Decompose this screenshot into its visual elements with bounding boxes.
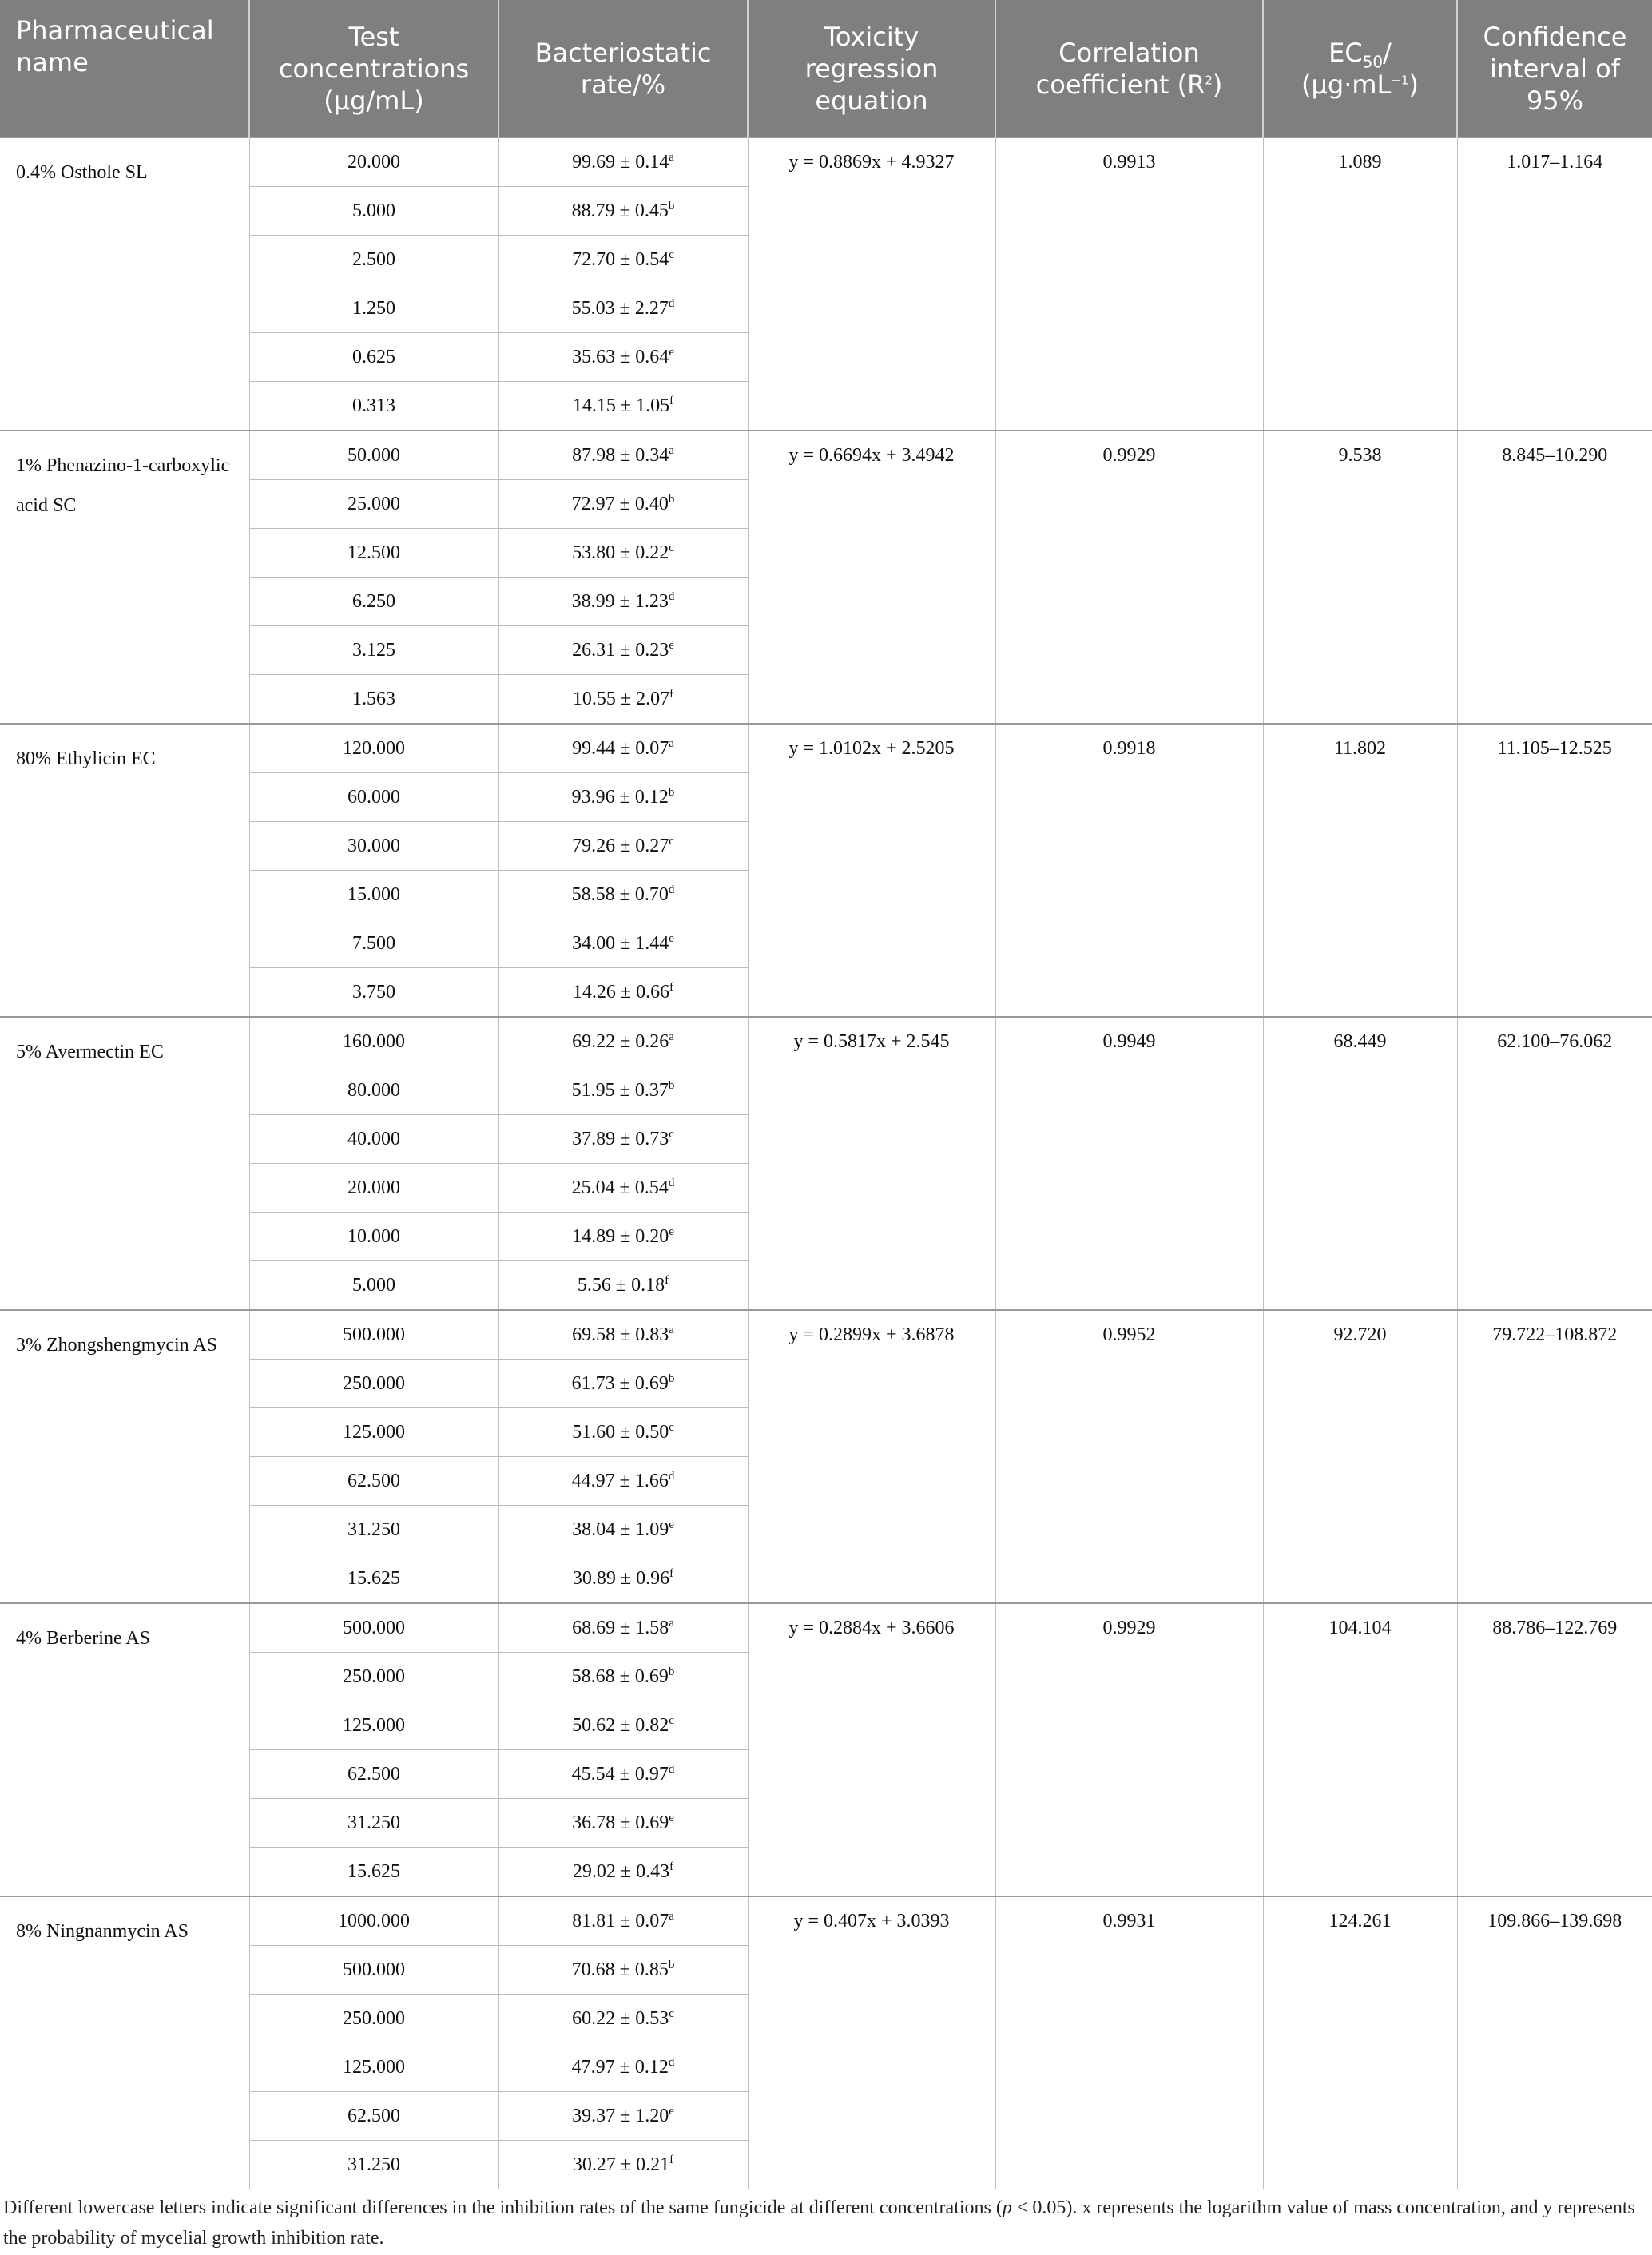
- bacteriostatic-rate-cell: [498, 1554, 748, 1604]
- significance-letter: d: [668, 1177, 675, 1189]
- rate-value: 47.97 ± 0.12: [571, 2057, 669, 2078]
- equation-cell: y = 0.2884x + 3.6606: [748, 1603, 995, 1896]
- bacteriostatic-rate-cell: [498, 1799, 748, 1848]
- bacteriostatic-rate-cell: [498, 773, 748, 822]
- header-correlation-coefficient: [995, 0, 1263, 137]
- ec50-cell: 124.261: [1263, 1896, 1457, 2189]
- rate-value: 69.58 ± 0.83: [572, 1324, 669, 1345]
- concentration-cell: 15.625: [249, 1554, 498, 1604]
- table-row: [0, 431, 1652, 480]
- rate-value: 26.31 ± 0.23: [572, 640, 669, 661]
- concentration-cell: 5.000: [249, 1261, 498, 1311]
- bacteriostatic-rate-cell: [498, 578, 748, 626]
- rate-value: 72.97 ± 0.40: [571, 494, 669, 514]
- footnote-p-symbol: p: [1002, 2197, 1012, 2218]
- rate-value: 87.98 ± 0.34: [572, 445, 669, 466]
- significance-letter: c: [669, 248, 674, 261]
- rate-value: 14.15 ± 1.05: [572, 395, 670, 416]
- significance-letter: b: [668, 1079, 675, 1092]
- pharmaceutical-name-cell: 3% Zhongshengmycin AS: [0, 1310, 249, 1603]
- rate-value: 38.99 ± 1.23: [571, 591, 669, 612]
- significance-letter: c: [669, 2007, 674, 2020]
- concentration-cell: 2.500: [249, 236, 498, 284]
- significance-letter: e: [669, 932, 674, 945]
- significance-letter: d: [668, 1763, 675, 1776]
- r2-cell: 0.9913: [995, 137, 1263, 431]
- bacteriostatic-rate-cell: [498, 236, 748, 284]
- table-row: [0, 1310, 1652, 1360]
- rate-value: 14.26 ± 0.66: [572, 982, 670, 1002]
- concentration-cell: 500.000: [249, 1310, 498, 1360]
- significance-letter: b: [668, 786, 675, 799]
- significance-letter: e: [669, 2105, 674, 2118]
- concentration-cell: 160.000: [249, 1017, 498, 1066]
- significance-letter: a: [669, 1617, 674, 1630]
- header-ec-unit: / (μg·mL: [1301, 37, 1392, 100]
- table-row: [0, 137, 1652, 187]
- rate-value: 60.22 ± 0.53: [572, 2008, 669, 2029]
- r2-cell: 0.9929: [995, 1603, 1263, 1896]
- rate-value: 44.97 ± 1.66: [571, 1471, 669, 1491]
- bacteriostatic-rate-cell: [498, 1946, 748, 1995]
- bacteriostatic-rate-cell: [498, 1115, 748, 1164]
- rate-value: 53.80 ± 0.22: [572, 542, 669, 563]
- header-bacteriostatic-rate: Bacteriostatic rate/%: [498, 0, 748, 137]
- rate-value: 30.27 ± 0.21: [572, 2154, 670, 2175]
- concentration-cell: 125.000: [249, 1701, 498, 1750]
- concentration-cell: 0.625: [249, 333, 498, 382]
- significance-letter: b: [668, 1372, 675, 1385]
- significance-letter: e: [669, 1519, 674, 1531]
- bacteriostatic-rate-cell: [498, 919, 748, 968]
- pharmaceutical-name-cell: 4% Berberine AS: [0, 1603, 249, 1896]
- bacteriostatic-rate-cell: [498, 382, 748, 431]
- table-body: [0, 137, 1652, 2189]
- concentration-cell: 3.125: [249, 626, 498, 675]
- rate-value: 51.60 ± 0.50: [572, 1422, 669, 1443]
- significance-letter: c: [669, 835, 674, 848]
- significance-letter: a: [669, 151, 674, 164]
- bacteriostatic-rate-cell: [498, 1213, 748, 1261]
- equation-cell: y = 0.5817x + 2.545: [748, 1017, 995, 1310]
- concentration-cell: 20.000: [249, 137, 498, 187]
- rate-value: 5.56 ± 0.18: [577, 1275, 665, 1296]
- rate-value: 45.54 ± 0.97: [571, 1764, 669, 1785]
- bacteriostatic-rate-cell: [498, 1995, 748, 2043]
- concentration-cell: 0.313: [249, 382, 498, 431]
- header-r2-text: Correlation coefficient (R: [1035, 37, 1205, 100]
- equation-cell: y = 0.8869x + 4.9327: [748, 137, 995, 431]
- rate-value: 10.55 ± 2.07: [572, 689, 670, 709]
- rate-value: 70.68 ± 0.85: [571, 1959, 669, 1980]
- r2-cell: 0.9949: [995, 1017, 1263, 1310]
- concentration-cell: 15.625: [249, 1848, 498, 1897]
- bacteriostatic-rate-cell: [498, 187, 748, 236]
- header-test-concentrations: Test concentrations (μg/mL): [249, 0, 498, 137]
- significance-letter: f: [669, 688, 674, 701]
- header-ec-subscript: 50: [1362, 51, 1384, 71]
- bacteriostatic-rate-cell: [498, 1017, 748, 1066]
- concentration-cell: 20.000: [249, 1164, 498, 1213]
- significance-letter: a: [669, 1324, 674, 1336]
- bacteriostatic-rate-cell: [498, 1701, 748, 1750]
- ec50-cell: 9.538: [1263, 431, 1457, 724]
- significance-letter: d: [668, 590, 675, 603]
- significance-letter: f: [669, 1567, 674, 1580]
- header-ec-text: EC: [1328, 37, 1363, 68]
- concentration-cell: 6.250: [249, 578, 498, 626]
- significance-letter: c: [669, 542, 674, 554]
- header-r2-close: ): [1212, 69, 1223, 100]
- ec50-cell: 11.802: [1263, 724, 1457, 1017]
- bacteriostatic-rate-cell: [498, 480, 748, 529]
- significance-letter: f: [669, 2154, 674, 2166]
- rate-value: 58.68 ± 0.69: [571, 1666, 669, 1687]
- significance-letter: d: [668, 297, 675, 310]
- rate-value: 51.95 ± 0.37: [571, 1080, 669, 1101]
- table-row: [0, 1017, 1652, 1066]
- footnote-text-2: < 0.05). x represents the logarithm value of mass concentration, and y represents the probability of mycelial growth inhibition rate.: [3, 2197, 1635, 2249]
- equation-cell: y = 0.6694x + 3.4942: [748, 431, 995, 724]
- rate-value: 55.03 ± 2.27: [571, 298, 669, 319]
- footnote-text-1: Different lowercase letters indicate significant differences in the inhibition rates of the same fungicide at different concentrations (: [3, 2197, 1003, 2218]
- rate-value: 37.89 ± 0.73: [572, 1129, 669, 1149]
- concentration-cell: 50.000: [249, 431, 498, 480]
- bacteriostatic-rate-cell: [498, 2141, 748, 2189]
- bacteriostatic-rate-cell: [498, 1653, 748, 1701]
- table-row: [0, 1603, 1652, 1653]
- bacteriostatic-rate-cell: [498, 137, 748, 187]
- rate-value: 69.22 ± 0.26: [572, 1031, 669, 1052]
- significance-letter: e: [669, 1812, 674, 1824]
- bacteriostatic-rate-cell: [498, 626, 748, 675]
- concentration-cell: 500.000: [249, 1946, 498, 1995]
- bacteriostatic-rate-cell: [498, 1164, 748, 1213]
- bacteriostatic-rate-cell: [498, 1310, 748, 1360]
- concentration-cell: 7.500: [249, 919, 498, 968]
- rate-value: 58.58 ± 0.70: [571, 884, 669, 905]
- concentration-cell: 250.000: [249, 1360, 498, 1408]
- rate-value: 14.89 ± 0.20: [572, 1226, 669, 1247]
- table-header: [0, 0, 1652, 137]
- pharmaceutical-name-cell: 80% Ethylicin EC: [0, 724, 249, 1017]
- concentration-cell: 40.000: [249, 1115, 498, 1164]
- bacteriostatic-rate-cell: [498, 284, 748, 333]
- significance-letter: c: [669, 1714, 674, 1727]
- bacteriostatic-rate-cell: [498, 333, 748, 382]
- concentration-cell: 62.500: [249, 1750, 498, 1799]
- r2-cell: 0.9931: [995, 1896, 1263, 2189]
- r2-cell: 0.9918: [995, 724, 1263, 1017]
- bacteriostatic-rate-cell: [498, 1603, 748, 1653]
- rate-value: 29.02 ± 0.43: [572, 1861, 670, 1882]
- bacteriostatic-rate-cell: [498, 2043, 748, 2092]
- bacteriostatic-rate-cell: [498, 431, 748, 480]
- ci-cell: 1.017–1.164: [1457, 137, 1652, 431]
- ec50-cell: 104.104: [1263, 1603, 1457, 1896]
- bacteriostatic-rate-cell: [498, 1408, 748, 1457]
- concentration-cell: 15.000: [249, 871, 498, 919]
- significance-letter: b: [668, 493, 675, 506]
- bacteriostatic-rate-cell: [498, 675, 748, 725]
- concentration-cell: 62.500: [249, 1457, 498, 1506]
- significance-letter: e: [669, 1225, 674, 1238]
- concentration-cell: 125.000: [249, 2043, 498, 2092]
- ec50-cell: 1.089: [1263, 137, 1457, 431]
- significance-letter: f: [669, 395, 674, 407]
- rate-value: 79.26 ± 0.27: [572, 836, 669, 856]
- significance-letter: f: [669, 981, 674, 994]
- rate-value: 39.37 ± 1.20: [572, 2106, 669, 2126]
- significance-letter: a: [669, 1030, 674, 1043]
- ci-cell: 109.866–139.698: [1457, 1896, 1652, 2189]
- r2-cell: 0.9952: [995, 1310, 1263, 1603]
- bacteriostatic-rate-cell: [498, 2092, 748, 2141]
- concentration-cell: 31.250: [249, 1799, 498, 1848]
- concentration-cell: 3.750: [249, 968, 498, 1018]
- concentration-cell: 30.000: [249, 822, 498, 871]
- ec50-cell: 68.449: [1263, 1017, 1457, 1310]
- bacteriostatic-rate-cell: [498, 1896, 748, 1946]
- rate-value: 34.00 ± 1.44: [572, 933, 669, 954]
- bacteriostatic-rate-cell: [498, 1848, 748, 1897]
- ci-cell: 8.845–10.290: [1457, 431, 1652, 724]
- concentration-cell: 12.500: [249, 529, 498, 578]
- header-regression-equation: Toxicity regression equation: [748, 0, 995, 137]
- significance-letter: d: [668, 883, 675, 896]
- bacteriostatic-rate-cell: [498, 1750, 748, 1799]
- concentration-cell: 250.000: [249, 1995, 498, 2043]
- header-pharmaceutical-name: Pharmaceutical name: [0, 0, 249, 137]
- pharmaceutical-name-cell: 8% Ningnanmycin AS: [0, 1896, 249, 2189]
- bacteriostatic-rate-cell: [498, 529, 748, 578]
- ci-cell: 79.722–108.872: [1457, 1310, 1652, 1603]
- header-ec50: [1263, 0, 1457, 137]
- significance-letter: f: [665, 1274, 669, 1287]
- concentration-cell: 31.250: [249, 1506, 498, 1554]
- table-footnote: [0, 2193, 1649, 2253]
- rate-value: 38.04 ± 1.09: [572, 1519, 669, 1540]
- bacteriostatic-rate-cell: [498, 871, 748, 919]
- concentration-cell: 5.000: [249, 187, 498, 236]
- rate-value: 99.44 ± 0.07: [572, 738, 669, 759]
- concentration-cell: 10.000: [249, 1213, 498, 1261]
- rate-value: 61.73 ± 0.69: [571, 1373, 669, 1394]
- header-ec-superscript: −1: [1391, 72, 1409, 87]
- concentration-cell: 1.250: [249, 284, 498, 333]
- bacteriostatic-rate-cell: [498, 1457, 748, 1506]
- concentration-cell: 120.000: [249, 724, 498, 773]
- rate-value: 50.62 ± 0.82: [572, 1715, 669, 1736]
- concentration-cell: 500.000: [249, 1603, 498, 1653]
- header-ec-close: ): [1408, 69, 1419, 100]
- rate-value: 68.69 ± 1.58: [572, 1618, 669, 1638]
- rate-value: 99.69 ± 0.14: [572, 152, 669, 173]
- significance-letter: c: [669, 1421, 674, 1434]
- significance-letter: e: [669, 639, 674, 652]
- significance-letter: a: [669, 1910, 674, 1923]
- ec50-cell: 92.720: [1263, 1310, 1457, 1603]
- concentration-cell: 80.000: [249, 1066, 498, 1115]
- bacteriostatic-rate-cell: [498, 1261, 748, 1311]
- concentration-cell: 1000.000: [249, 1896, 498, 1946]
- equation-cell: y = 0.407x + 3.0393: [748, 1896, 995, 2189]
- rate-value: 30.89 ± 0.96: [572, 1568, 670, 1589]
- significance-letter: f: [669, 1860, 674, 1873]
- significance-letter: d: [668, 1470, 675, 1483]
- rate-value: 93.96 ± 0.12: [571, 787, 669, 808]
- rate-value: 72.70 ± 0.54: [572, 249, 669, 270]
- bacteriostatic-rate-cell: [498, 1360, 748, 1408]
- r2-cell: 0.9929: [995, 431, 1263, 724]
- concentration-cell: 62.500: [249, 2092, 498, 2141]
- rate-value: 36.78 ± 0.69: [572, 1812, 669, 1833]
- pharmaceutical-name-cell: 1% Phenazino-1-carboxylic acid SC: [0, 431, 249, 724]
- ci-cell: 88.786–122.769: [1457, 1603, 1652, 1896]
- rate-value: 88.79 ± 0.45: [571, 200, 669, 221]
- table-row: [0, 1896, 1652, 1946]
- bacteriostatic-rate-cell: [498, 1066, 748, 1115]
- equation-cell: y = 1.0102x + 2.5205: [748, 724, 995, 1017]
- table-row: [0, 724, 1652, 773]
- rate-value: 35.63 ± 0.64: [572, 347, 669, 367]
- significance-letter: b: [668, 1959, 675, 1971]
- significance-letter: d: [668, 2056, 675, 2069]
- concentration-cell: 250.000: [249, 1653, 498, 1701]
- significance-letter: a: [669, 737, 674, 750]
- ci-cell: 62.100–76.062: [1457, 1017, 1652, 1310]
- significance-letter: c: [669, 1128, 674, 1141]
- concentration-cell: 125.000: [249, 1408, 498, 1457]
- header-confidence-interval: Confidence interval of 95%: [1457, 0, 1652, 137]
- significance-letter: e: [669, 346, 674, 359]
- pharmaceutical-name-cell: 0.4% Osthole SL: [0, 137, 249, 431]
- header-row: [0, 0, 1652, 137]
- equation-cell: y = 0.2899x + 3.6878: [748, 1310, 995, 1603]
- bacteriostatic-rate-cell: [498, 1506, 748, 1554]
- rate-value: 25.04 ± 0.54: [571, 1177, 669, 1198]
- significance-letter: b: [668, 1665, 675, 1678]
- bacteriostatic-rate-cell: [498, 724, 748, 773]
- pharmaceutical-name-cell: 5% Avermectin EC: [0, 1017, 249, 1310]
- bacteriostatic-rate-cell: [498, 822, 748, 871]
- significance-letter: a: [669, 444, 674, 457]
- concentration-cell: 25.000: [249, 480, 498, 529]
- ci-cell: 11.105–12.525: [1457, 724, 1652, 1017]
- concentration-cell: 1.563: [249, 675, 498, 725]
- concentration-cell: 60.000: [249, 773, 498, 822]
- bacteriostatic-rate-cell: [498, 968, 748, 1018]
- significance-letter: b: [668, 200, 675, 212]
- rate-value: 81.81 ± 0.07: [572, 1911, 669, 1931]
- concentration-cell: 31.250: [249, 2141, 498, 2189]
- header-r2-superscript: 2: [1205, 72, 1213, 87]
